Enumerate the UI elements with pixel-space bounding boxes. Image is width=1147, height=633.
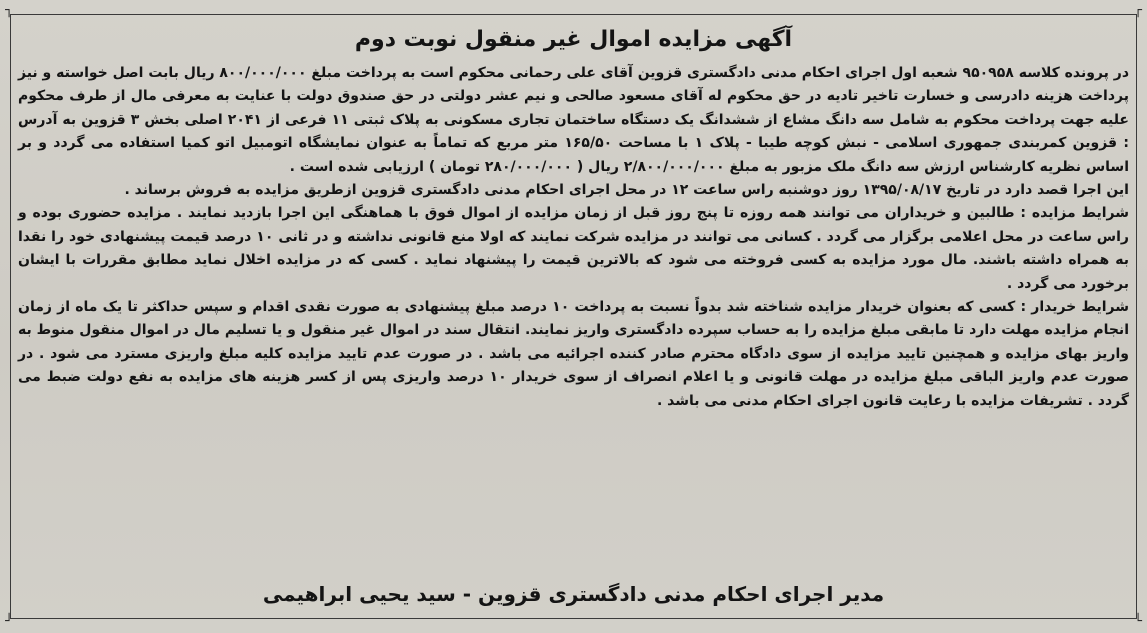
paragraph-case-details: در پرونده کلاسه ۹۵۰۹۵۸ شعبه اول اجرای احکام مدنی دادگستری قزوین آقای علی رحمانی محکوم است به پرداخت مبلغ ۸۰۰/۰۰۰/۰۰۰ ریال بابت اصل خواسته و نیز پرداخت هزینه دادرسی و خسارت تاخیر تادیه در حق محکوم له آقای مسعود صالحی و نیم عشر دولتی در حق صندوق دولت با عنایت به معرفی مال از طرف محکوم علیه جهت پرداخت محکوم به شامل سه دانگ مشاع از ششدانگ یک دستگاه ساختمان تجاری مسکونی به پلاک ثبتی ۱۱ فرعی از ۲۰۴۱ اصلی بخش ۳ قزوین به آدرس : قزوین کمربندی جمهوری اسلامی - نبش کوچه طیبا - پلاک ۱ با مساحت ۱۶۵/۵۰ متر مربع که تماماً به عنوان نمایشگاه اتومبیل اتو کمیا استفاده می گردد و بر اساس نظریه کارشناس ارزش سه دانگ ملک مزبور به مبلغ ۲/۸۰۰/۰۰۰/۰۰۰ ریال ( ۲۸۰/۰۰۰/۰۰۰ تومان ) ارزیابی شده است . [17, 65, 1129, 175]
paragraph-buyer-conditions: شرایط خریدار : کسی که بعنوان خریدار مزایده شناخته شد بدواً نسبت به پرداخت ۱۰ درصد مبلغ پیشنهادی به صورت نقدی اقدام و سپس حداکثر تا یک ماه از زمان انجام مزایده مهلت دارد تا مابقی مبلغ مزایده را به حساب سپرده دادگستری واریز نمایند. انتقال سند در اموال غیر منقول و یا تسلیم مال در اموال منقول منوط به واریز بهای مزایده و همچنین تایید مزایده از سوی دادگاه محترم صادر کننده اجرائیه می باشد . در صورت عدم تایید مزایده کلیه مبلغ واریزی مسترد می شود . در صورت عدم واریز الباقی مبلغ مزایده در مهلت قانونی و یا اعلام انصراف از سوی خریدار ۱۰ درصد واریزی پس از کسر هزینه های مزایده به نفع دولت ضبط می گردد . تشریفات مزایده با رعایت قانون اجرای احکام مدنی می باشد . [18, 299, 1129, 409]
corner-ornament-bottom-left: ┘ [5, 614, 13, 629]
paragraph-auction-conditions: شرایط مزایده : طالبین و خریداران می توانند همه روزه تا پنج روز قبل از زمان مزایده از اموال فوق با هماهنگی این اجرا بازدید نمایند . مزایده حضوری بوده و راس ساعت در محل اعلامی برگزار می گردد . کسانی می توانند در مزایده شرکت نمایند که اولا منع قانونی نداشته و در ثانی ۱۰ درصد قیمت پیشنهادی خود را نقدا به همراه داشته باشند. مال مورد مزایده به کسی فروخته می شود که بالاترین قیمت را پیشنهاد نماید . کسی که در مزایده اخلال نماید مطابق مقررات با ایشان برخورد می گردد . [18, 205, 1129, 292]
notice-body [18, 62, 1129, 413]
corner-ornament-top-left: ┐ [5, 3, 13, 18]
corner-ornament-top-right: ┌ [1134, 3, 1142, 18]
notice-title: آگهی مزایده اموال غیر منقول نوبت دوم [354, 27, 793, 52]
paragraph-auction-date: این اجرا قصد دارد در تاریخ ۱۳۹۵/۰۸/۱۷ روز دوشنبه راس ساعت ۱۲ در محل اجرای احکام مدنی دادگستری قزوین ازطریق مزایده به فروش برساند . [124, 182, 1129, 199]
notice-signature: مدیر اجرای احکام مدنی دادگستری قزوین - سید یحیی ابراهیمی [262, 582, 885, 606]
corner-ornament-bottom-right: └ [1134, 614, 1142, 629]
notice-content [18, 18, 1129, 615]
